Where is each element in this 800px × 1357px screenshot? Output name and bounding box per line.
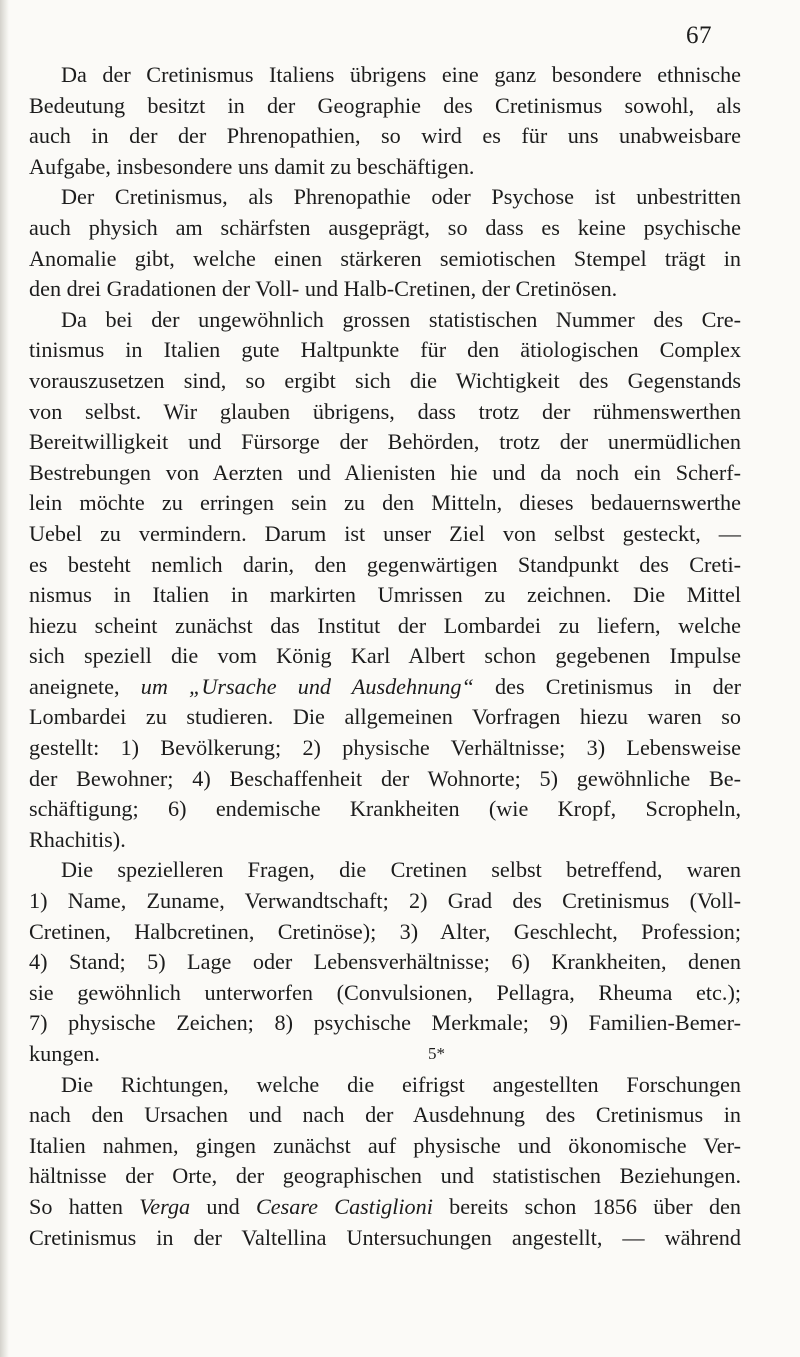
text-line: auch in der der Phrenopathien, so wird es für uns unabweisbare <box>29 123 741 149</box>
text-line: 7) physische Zeichen; 8) psychische Merkmale; 9) Familien-Bemer- <box>29 1010 741 1036</box>
text-line: von selbst. Wir glauben übrigens, dass trotz der rühmenswerthen <box>29 398 741 424</box>
line-text: des Cretinismus in der <box>473 673 741 699</box>
text-line: nach den Ursachen und nach der Ausdehnung des Cretinismus in <box>29 1102 741 1128</box>
text-line: sich speziell die vom König Karl Albert schon gegebenen Impulse <box>29 643 741 669</box>
author-name: Verga <box>139 1193 191 1219</box>
text-line: Da bei der ungewöhnlich grossen statistischen Nummer des Cre- <box>61 306 741 332</box>
text-line: 4) Stand; 5) Lage oder Lebensverhältnisse; 6) Krankheiten, denen <box>29 949 741 975</box>
text-line: tinismus in Italien gute Haltpunkte für den ätiologischen Complex <box>29 337 741 363</box>
text-line: Rhachitis). <box>29 826 126 852</box>
body-text <box>29 60 741 1253</box>
text-line: schäftigung; 6) endemische Krankheiten (wie Kropf, Scropheln, <box>29 796 741 822</box>
text-line: Cretinen, Halbcretinen, Cretinöse); 3) Alter, Geschlecht, Profession; <box>29 918 741 944</box>
text-line: auch physich am schärfsten ausgeprägt, so dass es keine psychische <box>29 214 741 240</box>
text-line: lein möchte zu erringen sein zu den Mitteln, dieses bedauernswerthe <box>29 490 741 516</box>
text-line: hältnisse der Orte, der geographischen und statistischen Beziehungen. <box>29 1163 741 1189</box>
text-line: Bereitwilligkeit und Fürsorge der Behörden, trotz der unermüdlichen <box>29 429 741 455</box>
text-line: Uebel zu vermindern. Darum ist unser Ziel von selbst gesteckt, — <box>29 520 741 546</box>
text-line: hiezu scheint zunächst das Institut der Lombardei zu liefern, welche <box>29 612 741 638</box>
line-text: So hatten <box>29 1193 140 1219</box>
text-line: nismus in Italien in markirten Umrissen zu zeichnen. Die Mittel <box>29 582 741 608</box>
text-line: Bedeutung besitzt in der Geographie des Cretinismus sowohl, als <box>29 92 741 118</box>
signature-mark: 5* <box>428 1044 445 1063</box>
text-line: Bestrebungen von Aerzten und Alienisten hie und da noch ein Scherf- <box>29 459 741 485</box>
text-line: Da der Cretinismus Italiens übrigens eine ganz besondere ethnische <box>61 62 741 87</box>
text-line: vorauszusetzen sind, so ergibt sich die Wichtigkeit des Gegenstands <box>29 367 741 393</box>
page-number: 67 <box>686 22 712 49</box>
text-line: Cretinismus in der Valtellina Untersuchungen angestellt, — während <box>29 1224 741 1250</box>
text-line: den drei Gradationen der Voll- und Halb-Cretinen, der Cretinösen. <box>29 276 618 302</box>
text-line: es besteht nemlich darin, den gegenwärtigen Standpunkt des Creti- <box>29 551 741 577</box>
text-line: kungen. <box>29 1041 100 1066</box>
text-line: Aufgabe, insbesondere uns damit zu beschäftigen. <box>29 153 475 179</box>
text-line: der Bewohner; 4) Beschaffenheit der Wohnorte; 5) gewöhnliche Be- <box>29 765 741 791</box>
line-text: aneignete, <box>29 673 141 699</box>
line-text: bereits schon 1856 über den <box>432 1193 741 1219</box>
text-line <box>29 1192 741 1223</box>
author-name: Cesare Castiglioni <box>255 1193 433 1219</box>
text-line: Die Richtungen, welche die eifrigst angestellten Forschungen <box>61 1071 741 1097</box>
text-line: gestellt: 1) Bevölkerung; 2) physische Verhältnisse; 3) Lebensweise <box>29 735 741 761</box>
text-line: sie gewöhnlich unterworfen (Convulsionen, Pellagra, Rheuma etc.); <box>29 979 741 1005</box>
binding-edge <box>0 0 9 1357</box>
text-line <box>29 672 741 703</box>
text-line: Der Cretinismus, als Phrenopathie oder Psychose ist unbestritten <box>61 184 741 210</box>
text-line: Lombardei zu studieren. Die allgemeinen Vorfragen hiezu waren so <box>29 704 741 730</box>
text-line: Italien nahmen, gingen zunächst auf physische und ökonomische Ver- <box>29 1132 741 1158</box>
text-line: Die spezielleren Fragen, die Cretinen selbst betreffend, waren <box>61 857 741 883</box>
text-line: Anomalie gibt, welche einen stärkeren semiotischen Stempel trägt in <box>29 245 741 271</box>
emphasis-text: um „Ursache und Ausdehnung“ <box>140 673 474 699</box>
line-text: und <box>190 1193 256 1219</box>
text-line: 1) Name, Zuname, Verwandtschaft; 2) Grad des Cretinismus (Voll- <box>29 888 741 914</box>
